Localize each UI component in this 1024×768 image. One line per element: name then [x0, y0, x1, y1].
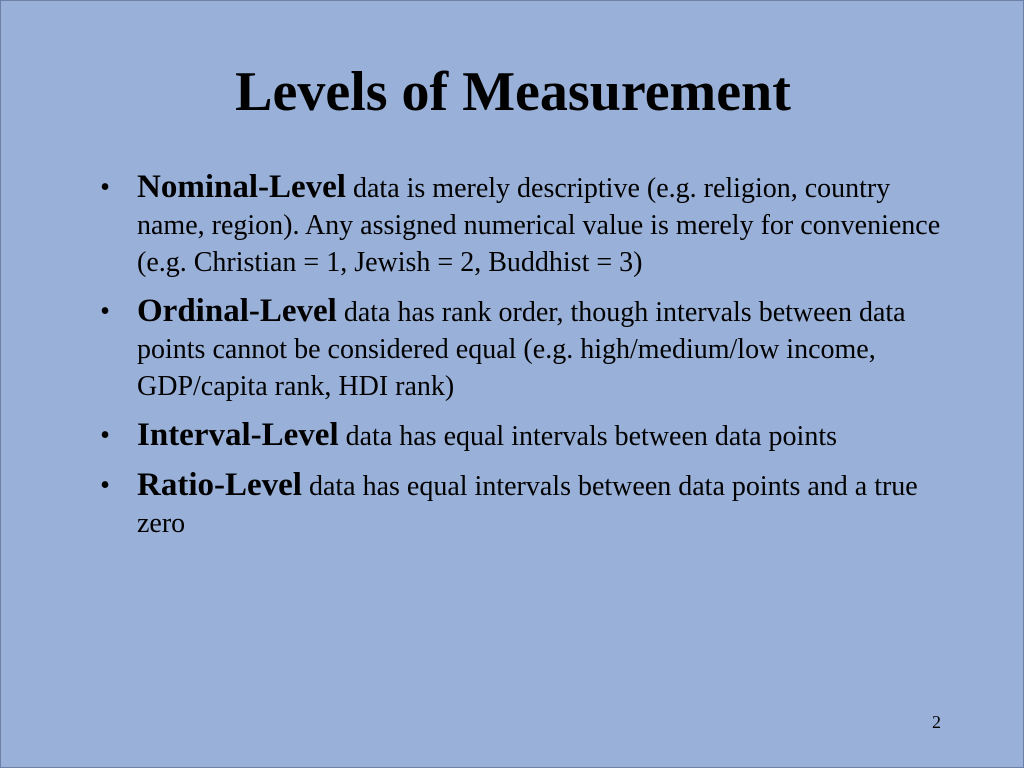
bullet-dot-icon: •	[100, 172, 110, 203]
bullet-term: Ordinal-Level	[137, 293, 337, 329]
bullet-description: data has equal intervals between data points	[338, 421, 837, 452]
bullet-term: Ratio-Level	[137, 467, 302, 503]
bullet-dot-icon: •	[100, 470, 110, 501]
bullet-item-ratio	[93, 467, 953, 542]
bullet-item-nominal	[93, 169, 953, 281]
bullet-dot-icon: •	[100, 296, 110, 327]
slide-title: Levels of Measurement	[235, 61, 791, 123]
bullet-description: data has rank order, though intervals between data points cannot be considered equal (e.g. high/medium/low income, GDP/capita rank, HDI rank)	[137, 297, 906, 402]
page-number: 2	[932, 712, 941, 732]
bullet-description: data is merely descriptive (e.g. religion, country name, region). Any assigned numerical value is merely for convenience (e.g. Christian = 1, Jewish = 2, Buddhist = 3)	[137, 173, 941, 278]
bullet-list	[93, 169, 953, 554]
bullet-item-interval	[93, 417, 953, 455]
bullet-item-ordinal	[93, 293, 953, 405]
bullet-term: Nominal-Level	[137, 169, 346, 205]
bullet-description: data has equal intervals between data points and a true zero	[137, 471, 918, 539]
bullet-term: Interval-Level	[137, 417, 339, 453]
bullet-dot-icon: •	[100, 420, 110, 451]
